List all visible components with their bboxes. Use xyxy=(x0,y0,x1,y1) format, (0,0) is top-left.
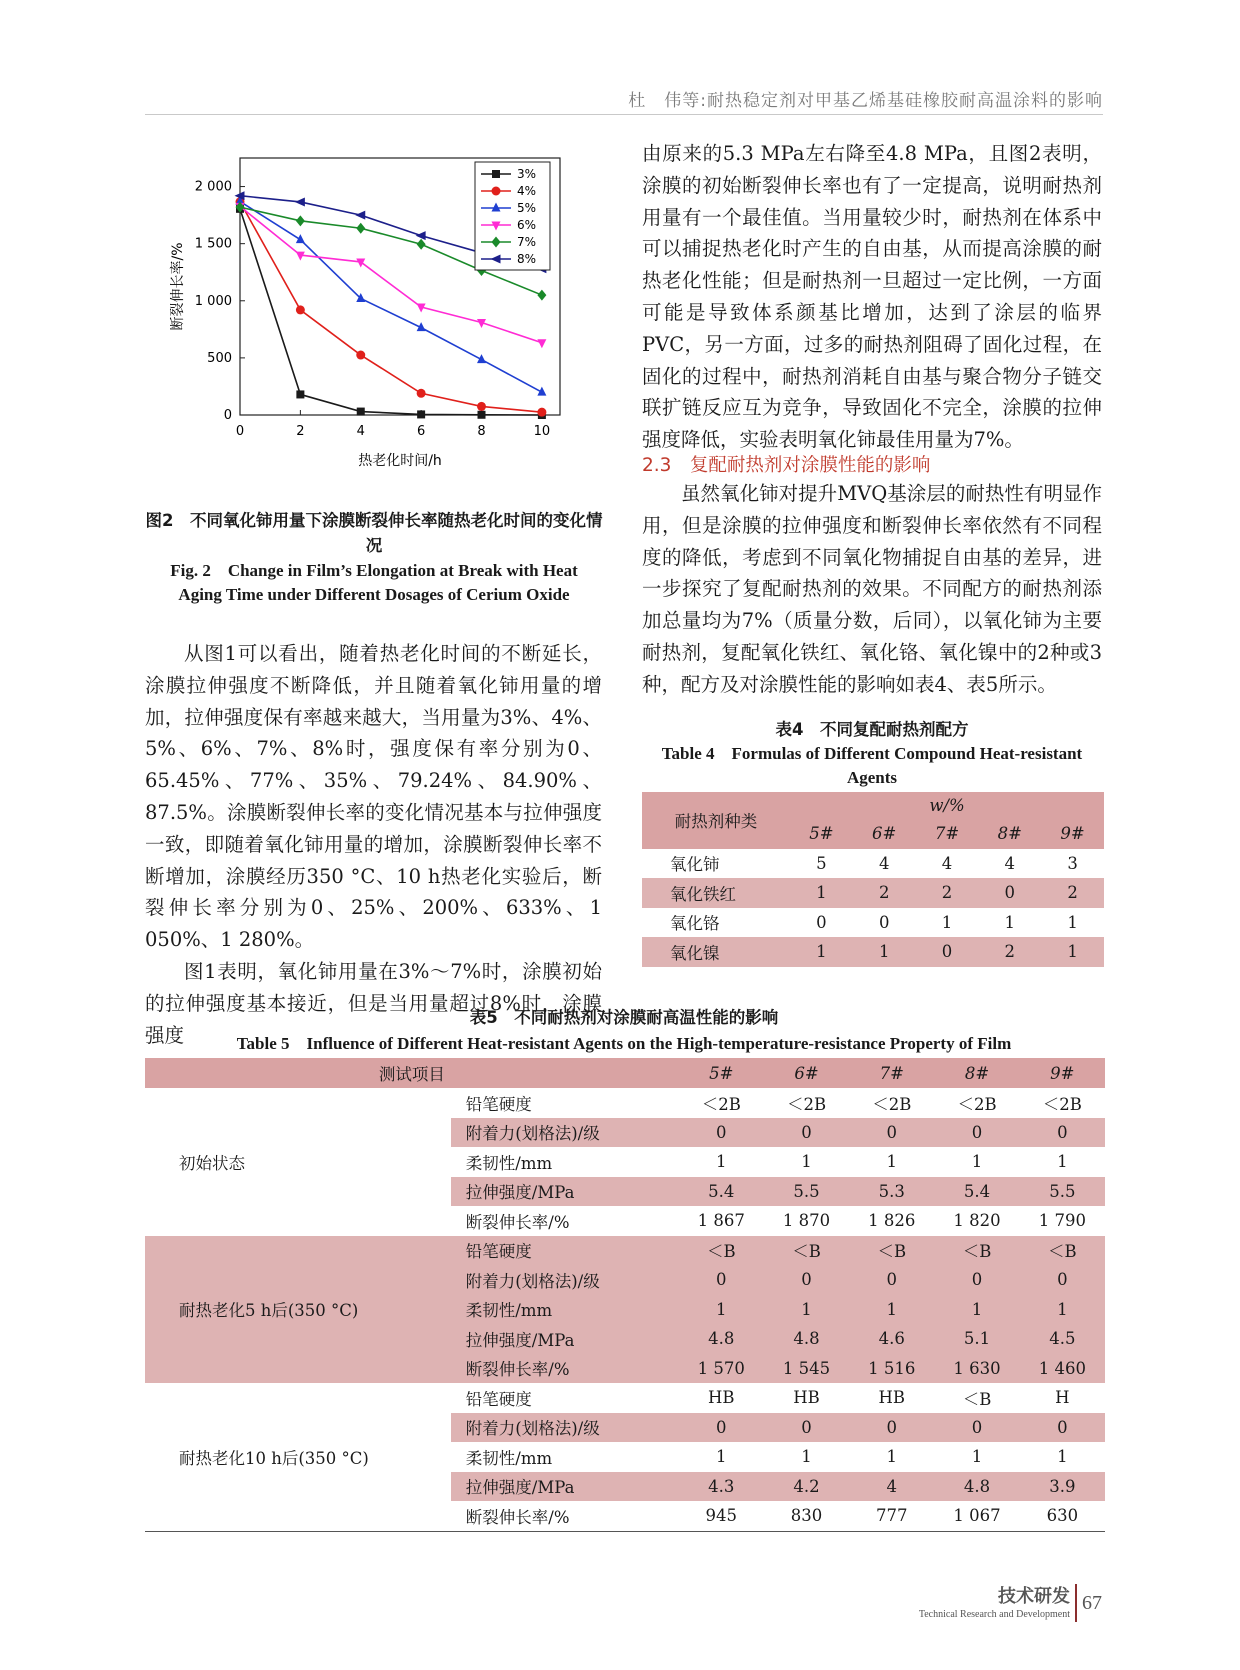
table-5-item-label: 断裂伸长率/% xyxy=(451,1354,679,1384)
figure-2-chart xyxy=(160,150,580,495)
table-5-title-en: Table 5 Influence of Different Heat-resistant Agents on the High-temperature-resistance Property of Film xyxy=(236,1034,1012,1053)
table-cell: 4.3 xyxy=(679,1472,764,1502)
table-5-col-header: 6# xyxy=(794,1063,819,1083)
table-4-col-header: 8# xyxy=(997,824,1022,844)
data-point xyxy=(537,290,546,301)
table-cell: 1 xyxy=(1067,912,1078,932)
table-cell: ＜B xyxy=(679,1236,764,1266)
y-tick-label: 500 xyxy=(207,350,232,366)
table-cell: 1 xyxy=(816,883,827,903)
x-tick-label: 4 xyxy=(356,424,365,439)
table-cell: 4 xyxy=(878,853,890,873)
data-point xyxy=(356,223,365,234)
y-tick-label: 1 500 xyxy=(194,236,232,252)
table-4-unit: w/% xyxy=(929,796,965,815)
table-cell: 0 xyxy=(934,1265,1019,1295)
table-cell: HB xyxy=(708,1388,735,1408)
table-cell: 4 xyxy=(941,853,953,873)
table-cell: 1 870 xyxy=(782,1211,831,1231)
data-point xyxy=(417,389,426,398)
table-cell: ＜2B xyxy=(786,1094,827,1114)
table-cell: 1 826 xyxy=(868,1211,916,1231)
table-cell: 1 xyxy=(679,1295,764,1325)
table-cell: 5.4 xyxy=(934,1177,1019,1207)
table-4-col-header: 7# xyxy=(934,824,960,844)
x-tick-label: 8 xyxy=(477,424,486,439)
table-cell: 0 xyxy=(1020,1265,1105,1295)
table-cell: 1 630 xyxy=(934,1354,1019,1384)
table-cell: 3 xyxy=(1067,853,1078,873)
table-cell: 1 xyxy=(1057,1152,1068,1172)
table-cell: ＜B xyxy=(849,1236,934,1266)
table-cell: 1 790 xyxy=(1038,1211,1086,1231)
table-cell: HB xyxy=(793,1388,820,1408)
table-5-title-cn: 表5 不同耐热剂对涂膜耐高温性能的影响 xyxy=(469,1008,779,1027)
table-5-group-label: 初始状态 xyxy=(179,1153,245,1173)
table-cell: 5.1 xyxy=(934,1324,1019,1354)
table-cell: 1 xyxy=(886,1447,898,1467)
table-4-row-label: 氧化铈 xyxy=(670,855,720,875)
table-cell: 830 xyxy=(790,1506,823,1526)
table-4-row-label: 氧化铬 xyxy=(670,914,720,934)
table-4-title-cn: 表4 不同复配耐热剂配方 xyxy=(775,720,969,739)
legend-marker xyxy=(492,170,500,178)
table-row xyxy=(642,908,1104,938)
table-cell: 1 xyxy=(1067,942,1078,962)
right-column-text xyxy=(642,138,1102,456)
legend-label: 7% xyxy=(517,235,537,249)
table-row xyxy=(642,937,1104,967)
table-cell: 2 xyxy=(878,883,890,903)
table-5-item-label: 拉伸强度/MPa xyxy=(451,1177,679,1207)
table-5 xyxy=(145,1058,1105,1532)
table-row xyxy=(145,1383,1105,1413)
table-5-item-label: 铅笔硬度 xyxy=(465,1389,532,1409)
table-cell: 4.8 xyxy=(679,1324,764,1354)
x-axis-label: 热老化时间/h xyxy=(358,453,442,469)
table-5-col-header: 9# xyxy=(1050,1063,1075,1083)
footer-divider xyxy=(1075,1584,1077,1622)
table-4-title-en-1: Table 4 Formulas of Different Compound Heat-resistant xyxy=(661,744,1083,763)
section-heading: 2.3 复配耐热剂对涂膜性能的影响 xyxy=(642,455,931,476)
table-cell: 1 xyxy=(1057,1447,1068,1467)
table-cell: 0 xyxy=(1020,1118,1105,1148)
table-5-item-label: 断裂伸长率/% xyxy=(465,1212,570,1232)
table-cell: 5.5 xyxy=(1020,1177,1105,1207)
table-row xyxy=(642,878,1104,908)
data-point xyxy=(417,239,426,250)
table-cell: 0 xyxy=(764,1265,849,1295)
footer-section-cn: 技术研发 xyxy=(998,1586,1070,1607)
table-cell: 4 xyxy=(849,1472,934,1502)
data-point xyxy=(296,305,305,314)
legend-label: 8% xyxy=(517,252,537,266)
data-point xyxy=(296,390,304,398)
left-column-text xyxy=(145,638,602,1051)
table-cell: 0 xyxy=(849,1118,934,1148)
table-5-col-header: 5# xyxy=(709,1063,734,1083)
table-cell: ＜B xyxy=(962,1389,992,1409)
x-tick-label: 0 xyxy=(235,424,245,439)
table-cell: 0 xyxy=(764,1413,849,1443)
table-5-item-label: 附着力(划格法)/级 xyxy=(451,1413,679,1443)
y-axis-label: 断裂伸长率/% xyxy=(170,242,186,331)
x-tick-label: 6 xyxy=(416,424,426,439)
legend-label: 3% xyxy=(517,167,537,181)
table-cell: ＜2B xyxy=(701,1094,741,1114)
table-cell: 0 xyxy=(1004,883,1016,903)
table-cell: 0 xyxy=(816,912,827,932)
table-5-item-label: 柔韧性/mm xyxy=(451,1295,679,1325)
data-point xyxy=(478,411,486,419)
table-cell: 2 xyxy=(941,883,953,903)
legend-marker xyxy=(492,187,501,196)
table-cell: 1 xyxy=(849,1295,934,1325)
table-cell: 1 867 xyxy=(697,1211,745,1231)
table-cell: 5.4 xyxy=(679,1177,764,1207)
paragraph: 虽然氧化铈对提升MVQ基涂层的耐热性有明显作用，但是涂膜的拉伸强度和断裂伸长率依然有不同程度的降低，考虑到不同氧化物捕捉自由基的差异，进一步探究了复配耐热剂的效果。不同配方的耐热剂添加总量均为7%（质量分数，后同），以氧化铈为主要耐热剂，复配氧化铁红、氧化铬、氧化镍中的2种或3种，配方及对涂膜性能的影响如表4、表5所示。 xyxy=(642,482,1102,696)
running-header: 杜 伟等:耐热稳定剂对甲基乙烯基硅橡胶耐高温涂料的影响 xyxy=(628,91,1103,111)
table-cell: 1 xyxy=(971,1447,983,1467)
table-5-item-label: 柔韧性/mm xyxy=(465,1153,553,1173)
figure-2-caption-en-2: Aging Time under Different Dosages of Cerium Oxide xyxy=(178,585,570,604)
table-cell: 1 516 xyxy=(849,1354,934,1384)
data-point xyxy=(295,197,305,206)
table-cell: 0 xyxy=(679,1413,764,1443)
table-5-col-header: 7# xyxy=(879,1063,904,1083)
table-cell: 0 xyxy=(679,1118,764,1148)
table-cell: 1 xyxy=(971,1152,983,1172)
table-cell: ＜2B xyxy=(1042,1094,1082,1114)
table-5-col-header: 8# xyxy=(964,1063,990,1083)
table-cell: 1 570 xyxy=(679,1354,764,1384)
data-point xyxy=(356,351,365,360)
table-5-item-label: 附着力(划格法)/级 xyxy=(451,1118,679,1148)
table-cell: 1 xyxy=(934,1295,1019,1325)
data-point xyxy=(296,234,305,243)
table-cell: ＜2B xyxy=(957,1094,997,1114)
legend-box xyxy=(475,162,550,270)
x-tick-label: 10 xyxy=(533,424,551,439)
data-point xyxy=(417,410,425,418)
table-cell: 1 xyxy=(801,1152,812,1172)
table-row xyxy=(145,1236,1105,1266)
table-cell: 4.8 xyxy=(764,1324,849,1354)
legend-label: 5% xyxy=(517,201,537,215)
table-5-item-label: 铅笔硬度 xyxy=(451,1236,679,1266)
data-point xyxy=(477,402,486,411)
figure-2-caption-en-1: Fig. 2 Change in Film’s Elongation at Break with Heat xyxy=(170,561,578,580)
y-tick-label: 0 xyxy=(223,408,232,423)
table-cell: 4.5 xyxy=(1020,1324,1105,1354)
figure-2-caption-cn: 图2 不同氧化铈用量下涂膜断裂伸长率随热老化时间的变化情况 xyxy=(145,511,603,555)
table-5-item-label: 断裂伸长率/% xyxy=(465,1507,570,1527)
data-point xyxy=(355,211,365,220)
table-cell: 0 xyxy=(849,1265,934,1295)
table-cell: 1 xyxy=(1020,1295,1105,1325)
y-tick-label: 1 000 xyxy=(194,293,232,309)
paragraph: 从图1可以看出，随着热老化时间的不断延长，涂膜拉伸强度不断降低，并且随着氧化铈用量的增加，拉伸强度保有率越来越大，当用量为3%、4%、5%、6%、7%、8%时，强度保有率分别为0、65.45%、77%、35%、79.24%、84.90%、87.5%。涂膜断裂伸长率的变化情况基本与拉伸强度一致，即随着氧化铈用量的增加，涂膜断裂伸长率不断增加，涂膜经历350 °C、10 h热老化实验后，断裂伸长率分别为0、25%、200%、633%、1 050%、1 280%。 xyxy=(145,642,602,952)
table-cell: 1 820 xyxy=(953,1211,1001,1231)
table-cell: 1 xyxy=(764,1295,849,1325)
table-4-title-en-2: Agents xyxy=(846,768,898,787)
table-4-row-label: 氧化镍 xyxy=(670,943,720,963)
table-row xyxy=(145,1088,1105,1118)
table-5-group-label: 耐热老化5 h后(350 °C) xyxy=(145,1236,451,1384)
table-cell: 3.9 xyxy=(1020,1472,1105,1502)
table-cell: 0 xyxy=(878,912,890,932)
table-cell: 1 545 xyxy=(764,1354,849,1384)
legend-label: 4% xyxy=(517,184,537,198)
table-cell: 1 xyxy=(878,942,890,962)
table-4-row-label: 氧化铁红 xyxy=(670,884,736,904)
table-cell: ＜B xyxy=(934,1236,1019,1266)
table-cell: 1 067 xyxy=(953,1506,1001,1526)
table-cell: 0 xyxy=(1020,1413,1105,1443)
table-5-group-label: 耐热老化10 h后(350 °C) xyxy=(179,1448,369,1468)
table-row xyxy=(642,849,1104,879)
paragraph: 图1表明，氧化铈用量在3%～7%时，涂膜初始的拉伸强度基本接近，但是当用量超过8%时，涂膜强度 xyxy=(145,959,602,1047)
data-point xyxy=(537,408,546,417)
table-5-item-label: 附着力(划格法)/级 xyxy=(451,1265,679,1295)
paragraph: 由原来的5.3 MPa左右降至4.8 MPa，且图2表明，涂膜的初始断裂伸长率也有了一定提高，说明耐热剂用量有一个最佳值。当用量较少时，耐热剂在体系中可以捕捉热老化时产生的自由基，从而提高涂膜的耐热老化性能；但是耐热剂一旦超过一定比例，一方面可能是导致体系颜基比增加，达到了涂层的临界PVC，另一方面，过多的耐热剂阻碍了固化过程，在固化的过程中，耐热剂消耗自由基与聚合物分子链交联扩链反应互为竞争，导致固化不完全，涂膜的拉伸强度降低，实验表明氧化铈最佳用量为7%。 xyxy=(642,142,1102,452)
table-cell: 5.5 xyxy=(764,1177,849,1207)
table-cell: 5 xyxy=(816,853,827,873)
table-5-item-label: 柔韧性/mm xyxy=(465,1448,553,1468)
table-cell: 945 xyxy=(705,1506,738,1526)
x-tick-label: 2 xyxy=(296,424,305,439)
table-cell: 4.2 xyxy=(764,1472,849,1502)
table-cell: 4 xyxy=(1004,853,1016,873)
y-tick-label: 2 000 xyxy=(194,179,232,195)
table-5-item-label: 拉伸强度/MPa xyxy=(451,1324,679,1354)
table-cell: 0 xyxy=(764,1118,849,1148)
footer-section-en: Technical Research and Development xyxy=(918,1609,1070,1620)
data-point xyxy=(296,215,305,226)
page-number: 67 xyxy=(1082,1592,1102,1614)
table-cell: 1 xyxy=(886,1152,898,1172)
table-cell: 1 xyxy=(801,1447,812,1467)
table-cell: 1 xyxy=(941,912,953,932)
table-4 xyxy=(642,792,1104,967)
table-cell: 2 xyxy=(1067,883,1078,903)
data-point xyxy=(537,339,546,348)
table-cell: 1 xyxy=(1004,912,1016,932)
table-cell: ＜2B xyxy=(872,1094,912,1114)
table-cell: 0 xyxy=(934,1118,1019,1148)
table-cell: 630 xyxy=(1046,1506,1079,1526)
table-4-col-header: 6# xyxy=(872,824,897,844)
data-point xyxy=(416,231,426,240)
table-cell: 0 xyxy=(941,942,953,962)
table-4-row-header: 耐热剂种类 xyxy=(674,812,758,832)
table-cell: 1 xyxy=(716,1152,727,1172)
table-cell: 1 460 xyxy=(1020,1354,1105,1384)
table-cell: H xyxy=(1055,1388,1070,1408)
right-column-text-2 xyxy=(642,478,1102,701)
table-5-item-label: 拉伸强度/MPa xyxy=(451,1472,679,1502)
table-5-item-label: 铅笔硬度 xyxy=(465,1094,532,1114)
table-cell: HB xyxy=(878,1388,906,1408)
table-4-col-header: 9# xyxy=(1060,824,1085,844)
data-point xyxy=(357,408,365,416)
table-cell: ＜B xyxy=(1020,1236,1105,1266)
table-cell: ＜B xyxy=(764,1236,849,1266)
table-cell: 0 xyxy=(934,1413,1019,1443)
table-5-header: 测试项目 xyxy=(378,1065,445,1084)
table-cell: 0 xyxy=(849,1413,934,1443)
table-cell: 4.8 xyxy=(934,1472,1019,1502)
table-4-col-header: 5# xyxy=(809,824,834,844)
header-rule xyxy=(145,114,1103,115)
table-cell: 4.6 xyxy=(849,1324,934,1354)
table-cell: 1 xyxy=(816,942,827,962)
table-cell: 2 xyxy=(1004,942,1016,962)
legend-label: 6% xyxy=(517,218,537,232)
data-point xyxy=(356,258,365,267)
table-cell: 777 xyxy=(876,1506,908,1526)
table-cell: 1 xyxy=(716,1447,727,1467)
table-cell: 0 xyxy=(679,1265,764,1295)
table-cell: 5.3 xyxy=(849,1177,934,1207)
